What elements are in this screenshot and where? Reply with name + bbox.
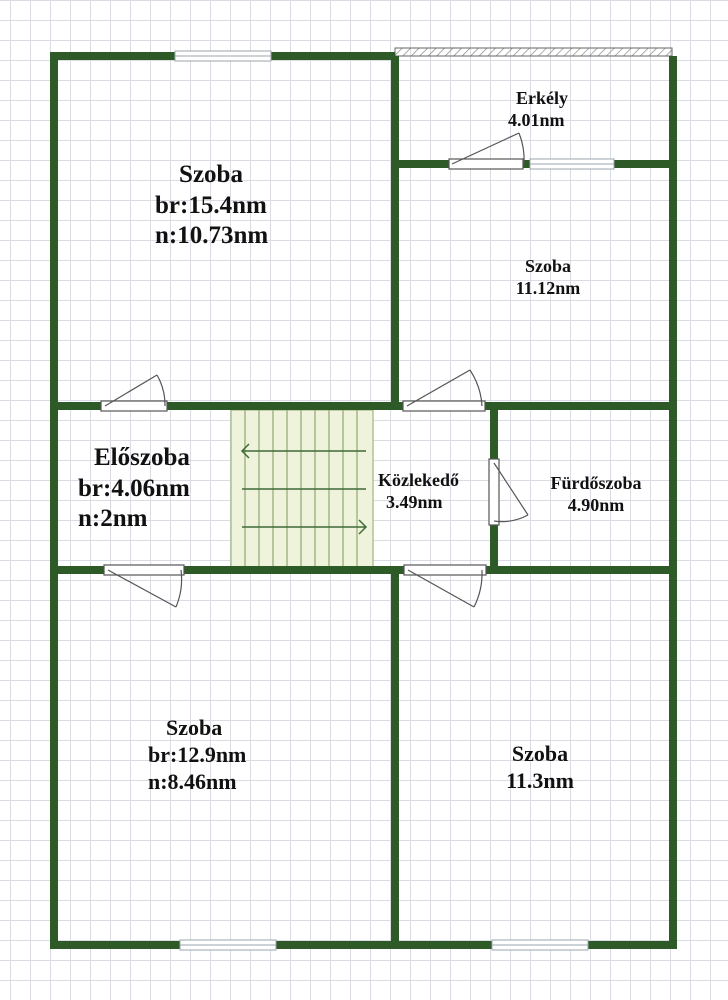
room-area-br: br:12.9nm <box>148 741 247 767</box>
window-icon <box>175 51 271 61</box>
room-label-furdoszoba <box>530 473 662 517</box>
room-label-erkely <box>508 88 598 132</box>
balcony-railing <box>395 48 672 56</box>
wall-mid-vertical-bottom <box>391 566 399 949</box>
room-label-szoba-ne <box>488 256 608 300</box>
room-name: Közlekedő <box>378 470 459 490</box>
room-area: 11.12nm <box>515 277 581 298</box>
room-name: Szoba <box>511 741 569 766</box>
room-name: Szoba <box>179 161 243 188</box>
window-icon <box>180 940 276 950</box>
room-label-eloszoba <box>78 443 228 535</box>
wall-outer-right <box>669 56 677 949</box>
wall-mid-vertical-top <box>391 56 399 410</box>
room-name: Előszoba <box>94 444 190 471</box>
room-area-n: n:10.73nm <box>155 222 269 249</box>
room-name: Szoba <box>166 715 223 740</box>
room-area-br: br:4.06nm <box>78 474 190 502</box>
room-name: Fürdőszoba <box>550 473 642 493</box>
room-area: 3.49nm <box>386 491 443 512</box>
room-name: Erkély <box>516 88 568 108</box>
room-area-n: n:2nm <box>78 505 148 532</box>
room-label-szoba-sw <box>148 715 298 795</box>
room-area: 4.90nm <box>567 494 625 515</box>
room-area: 4.01nm <box>508 109 565 130</box>
room-label-szoba-se <box>478 741 602 795</box>
room-name: Szoba <box>524 256 571 276</box>
door-swing-icon <box>489 459 528 525</box>
window-icon <box>492 940 588 950</box>
window-icon <box>530 159 614 169</box>
room-label-kozlekedo <box>378 470 494 514</box>
door-swing-icon <box>104 565 184 607</box>
wall-outer-left <box>50 52 58 949</box>
room-label-szoba-nw <box>155 160 295 252</box>
door-swing-icon <box>404 565 486 607</box>
room-area-n: n:8.46nm <box>148 768 237 794</box>
door-swing-icon <box>403 370 485 411</box>
room-area: 11.3nm <box>506 767 574 793</box>
door-swing-icon <box>101 375 167 411</box>
door-swing-icon <box>449 133 524 169</box>
room-area-br: br:15.4nm <box>155 191 267 219</box>
